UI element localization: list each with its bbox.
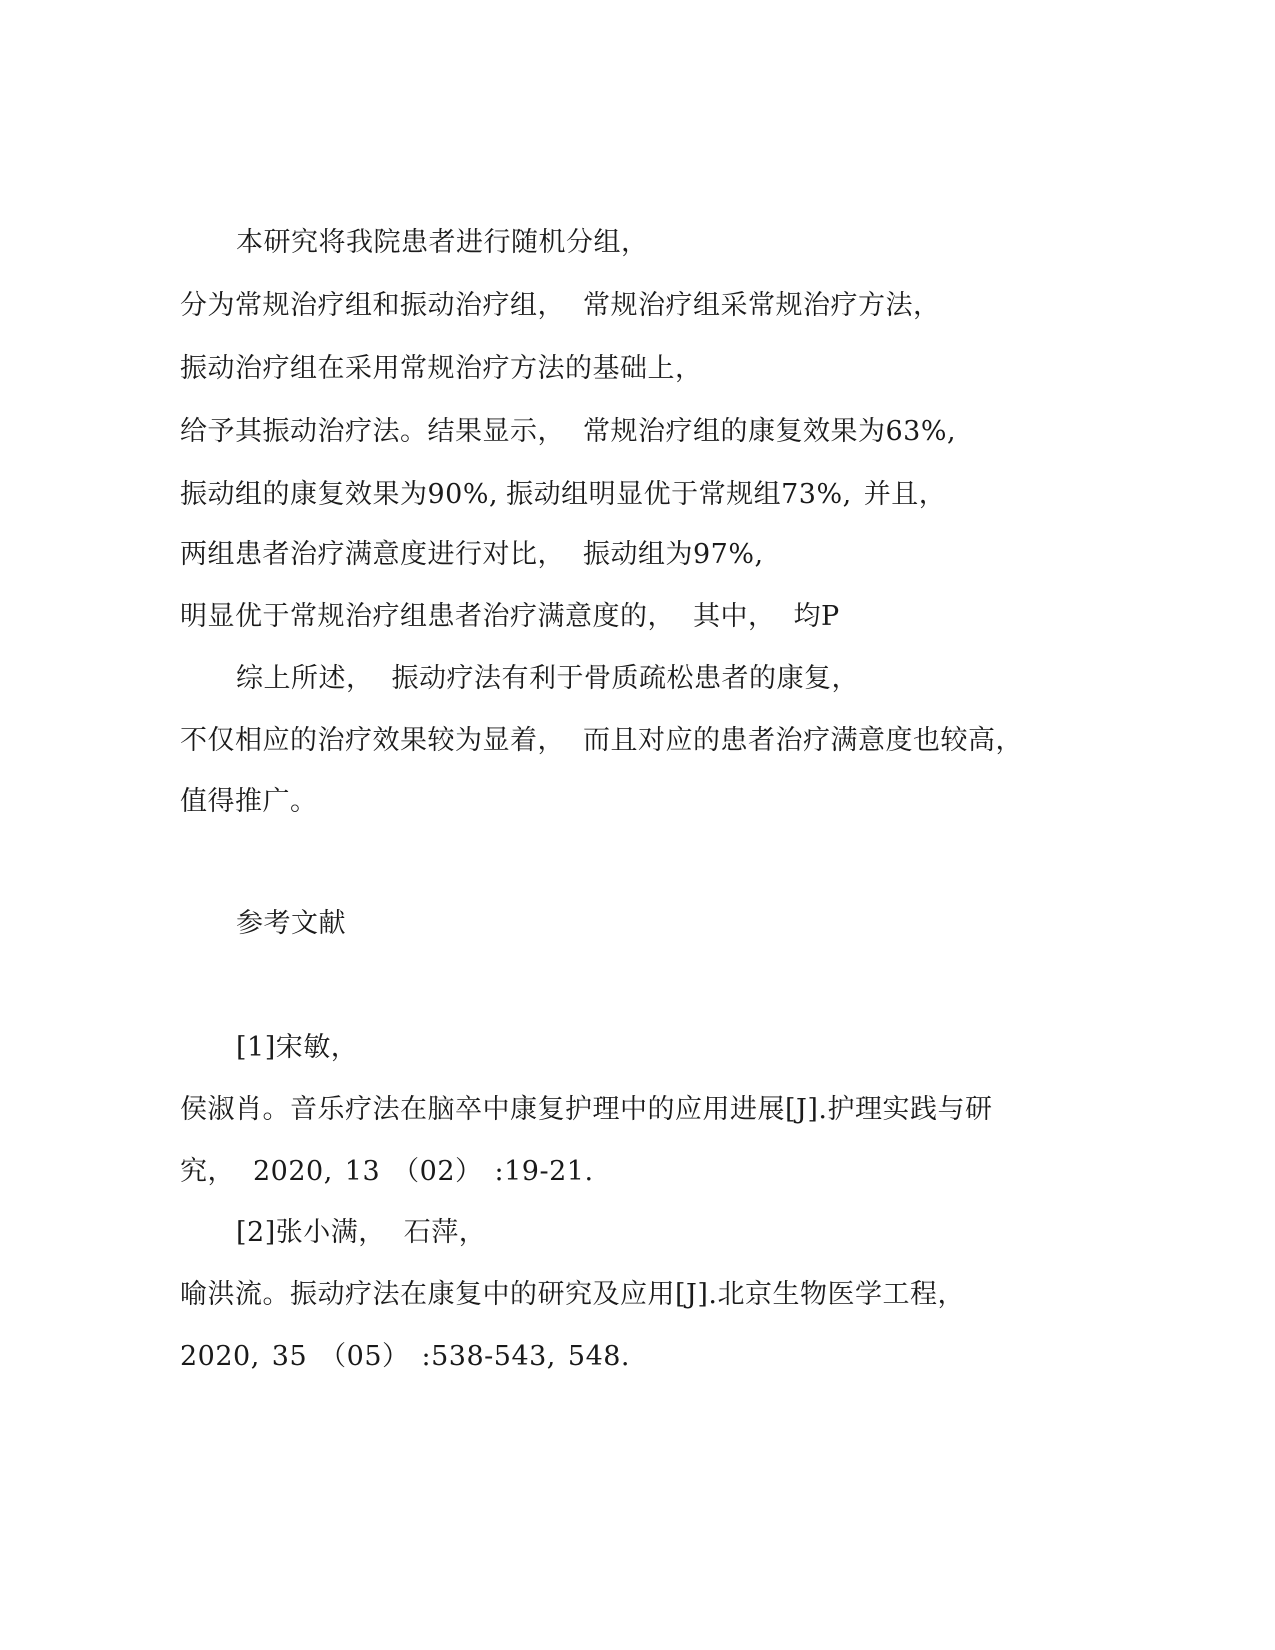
text-fragment: 喻洪流。振动疗法在康复中的研究及应用[J].北京生物医学工程， — [180, 1279, 965, 1310]
paragraph-line — [180, 538, 764, 572]
text-fragment: 振动组为97%, — [583, 539, 764, 570]
text-fragment: :19-21. — [494, 1156, 594, 1187]
reference-line — [236, 1031, 358, 1065]
text-fragment: 并且， — [863, 479, 947, 510]
text-fragment: 常规治疗组的康复效果为63%, — [583, 416, 957, 447]
text-fragment: 其中， — [693, 601, 776, 632]
paragraph-line — [180, 600, 840, 634]
text-fragment: 两组患者治疗满意度进行对比， — [180, 539, 565, 570]
text-fragment: 548. — [567, 1341, 631, 1372]
reference-line — [180, 1340, 630, 1374]
text-fragment: 2020, — [253, 1156, 333, 1187]
text-fragment: :538-543, — [421, 1341, 556, 1372]
text-fragment: 综上所述， — [236, 663, 374, 694]
reference-line — [236, 1216, 486, 1250]
paragraph-line — [236, 662, 859, 696]
text-fragment: 常规治疗组采常规治疗方法， — [583, 290, 941, 321]
text-fragment: [1]宋敏， — [236, 1032, 359, 1063]
paragraph-line — [180, 352, 703, 386]
text-fragment: 而且对应的患者治疗满意度也较高， — [583, 725, 1023, 756]
text-fragment: [2]张小满， — [236, 1217, 386, 1248]
text-fragment: 究， — [180, 1156, 235, 1187]
text-fragment: 侯淑肖。音乐疗法在脑卒中康复护理中的应用进展[J].护理实践与研 — [180, 1094, 993, 1125]
text-fragment: 振动疗法有利于骨质疏松患者的康复， — [391, 663, 859, 694]
text-fragment: 振动组明显优于常规组73%, — [506, 479, 852, 510]
paragraph-line — [180, 478, 946, 512]
text-fragment: 给予其振动治疗法。结果显示， — [180, 416, 565, 447]
references-heading — [236, 907, 346, 941]
reference-line — [180, 1155, 594, 1189]
text-fragment: 振动治疗组在采用常规治疗方法的基础上， — [180, 353, 703, 384]
paragraph-line — [180, 724, 1023, 758]
paragraph-line — [180, 289, 941, 323]
text-fragment: （02） — [392, 1156, 483, 1187]
text-fragment: 振动组的康复效果为90%, — [180, 479, 499, 510]
reference-line — [180, 1278, 965, 1312]
text-fragment: 2020, — [180, 1341, 260, 1372]
text-fragment: 分为常规治疗组和振动治疗组， — [180, 290, 565, 321]
paragraph-line — [180, 415, 956, 449]
text-fragment: 本研究将我院患者进行随机分组， — [236, 227, 649, 258]
text-fragment: 石萍， — [403, 1217, 487, 1248]
text-fragment: 值得推广。 — [180, 786, 318, 817]
text-fragment: 明显优于常规治疗组患者治疗满意度的， — [180, 601, 675, 632]
paragraph-line — [236, 226, 649, 260]
paragraph-line — [180, 785, 318, 819]
text-fragment: 不仅相应的治疗效果较为显着， — [180, 725, 565, 756]
text-fragment: （05） — [319, 1341, 410, 1372]
text-fragment: 均P — [793, 601, 840, 632]
text-fragment: 35 — [271, 1341, 308, 1372]
text-fragment: 13 — [344, 1156, 381, 1187]
reference-line — [180, 1093, 992, 1127]
heading-text: 参考文献 — [236, 908, 346, 939]
